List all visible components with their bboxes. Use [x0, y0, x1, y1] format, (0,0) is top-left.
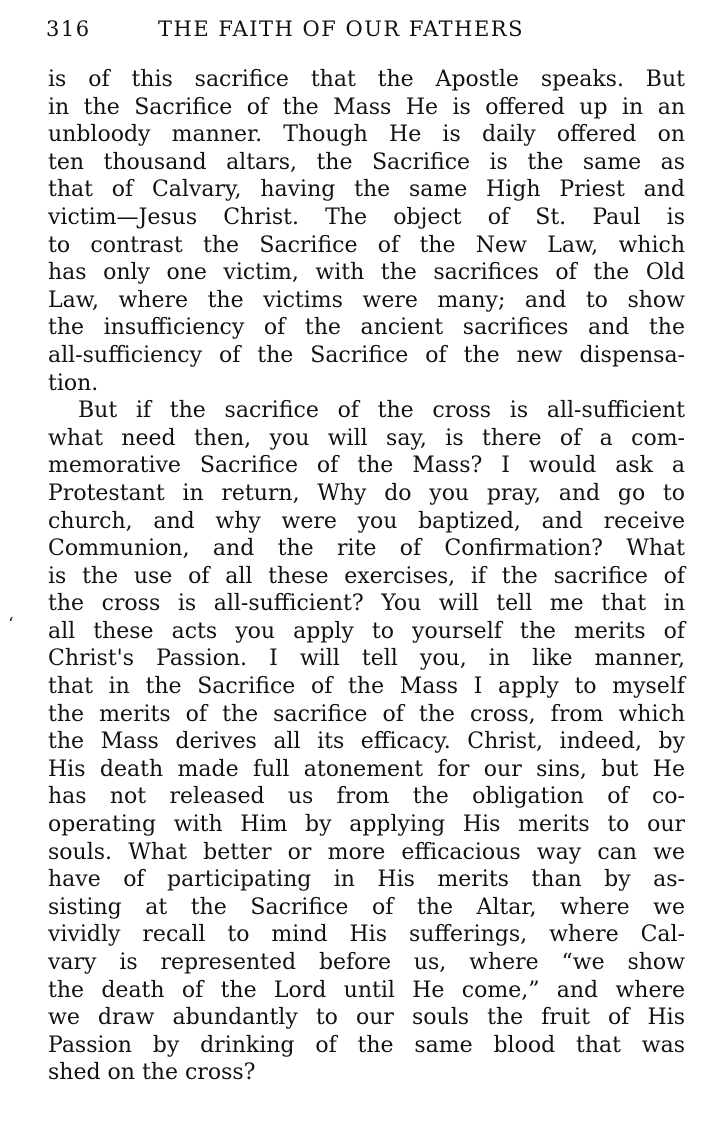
text-line: victim—Jesus Christ. The object of St. Paul is	[48, 204, 685, 230]
paragraph-2	[48, 397, 685, 1087]
text-line: all-sufficiency of the Sacrifice of the new dispensa-	[48, 342, 685, 368]
text-line: in the Sacrifice of the Mass He is offered up in an	[48, 94, 685, 120]
text-line: Passion by drinking of the same blood that was	[48, 1032, 685, 1058]
text-line: have of participating in His merits than by as-	[48, 867, 685, 893]
text-line: the cross is all-sufficient? You will tell me that in	[48, 591, 685, 617]
text-line: But if the sacrifice of the cross is all-sufficient	[78, 398, 685, 424]
paragraph-1	[48, 66, 685, 397]
margin-mark-icon: ʻ	[8, 614, 14, 635]
text-line: has not released us from the obligation of co-	[48, 784, 685, 810]
book-title: THE FAITH OF OUR FATHERS	[158, 17, 525, 41]
text-line: memorative Sacrifice of the Mass? I would ask a	[48, 453, 685, 479]
text-line: tion.	[48, 370, 99, 396]
text-line: the Mass derives all its efficacy. Christ, indeed, by	[48, 729, 685, 755]
text-line: Protestant in return, Why do you pray, and go to	[48, 480, 685, 506]
text-line: the insufficiency of the ancient sacrifices and the	[48, 315, 685, 341]
text-line: is of this sacrifice that the Apostle speaks. But	[48, 67, 685, 92]
text-line: what need then, you will say, is there of a com-	[48, 425, 685, 451]
text-line: ten thousand altars, the Sacrifice is the same as	[48, 149, 685, 175]
text-line: we draw abundantly to our souls the fruit of His	[48, 1005, 685, 1031]
text-line: that of Calvary, having the same High Priest and	[48, 177, 685, 203]
text-line: sisting at the Sacrifice of the Altar, where we	[48, 894, 685, 920]
text-line: church, and why were you baptized, and receive	[48, 508, 685, 534]
text-line: vividly recall to mind His sufferings, where Cal-	[48, 922, 685, 948]
text-line: operating with Him by applying His merits to our	[48, 812, 685, 838]
text-line: Christ's Passion. I will tell you, in like manner,	[48, 646, 685, 672]
text-line: the death of the Lord until He come,” and where	[48, 977, 685, 1003]
text-line: Communion, and the rite of Confirmation? What	[48, 536, 685, 562]
text-line: His death made full atonement for our sins, but He	[48, 756, 685, 782]
text-line: is the use of all these exercises, if the sacrifice of	[48, 563, 685, 589]
text-line: to contrast the Sacrifice of the New Law, which	[48, 232, 685, 258]
text-line: Law, where the victims were many; and to show	[48, 287, 685, 313]
page-number: 316	[46, 17, 91, 41]
text-line: souls. What better or more efficacious way can we	[48, 839, 685, 865]
text-line: shed on the cross?	[48, 1060, 256, 1086]
body-text	[48, 66, 685, 1087]
text-line: has only one victim, with the sacrifices of the Old	[48, 260, 685, 286]
running-head	[46, 14, 686, 44]
text-line: the merits of the sacrifice of the cross, from which	[48, 701, 685, 727]
text-line: unbloody manner. Though He is daily offered on	[48, 122, 685, 148]
text-line: vary is represented before us, where “we show	[48, 950, 685, 975]
text-line: all these acts you apply to yourself the merits of	[48, 618, 685, 644]
text-line: that in the Sacrifice of the Mass I apply to myself	[48, 674, 685, 700]
